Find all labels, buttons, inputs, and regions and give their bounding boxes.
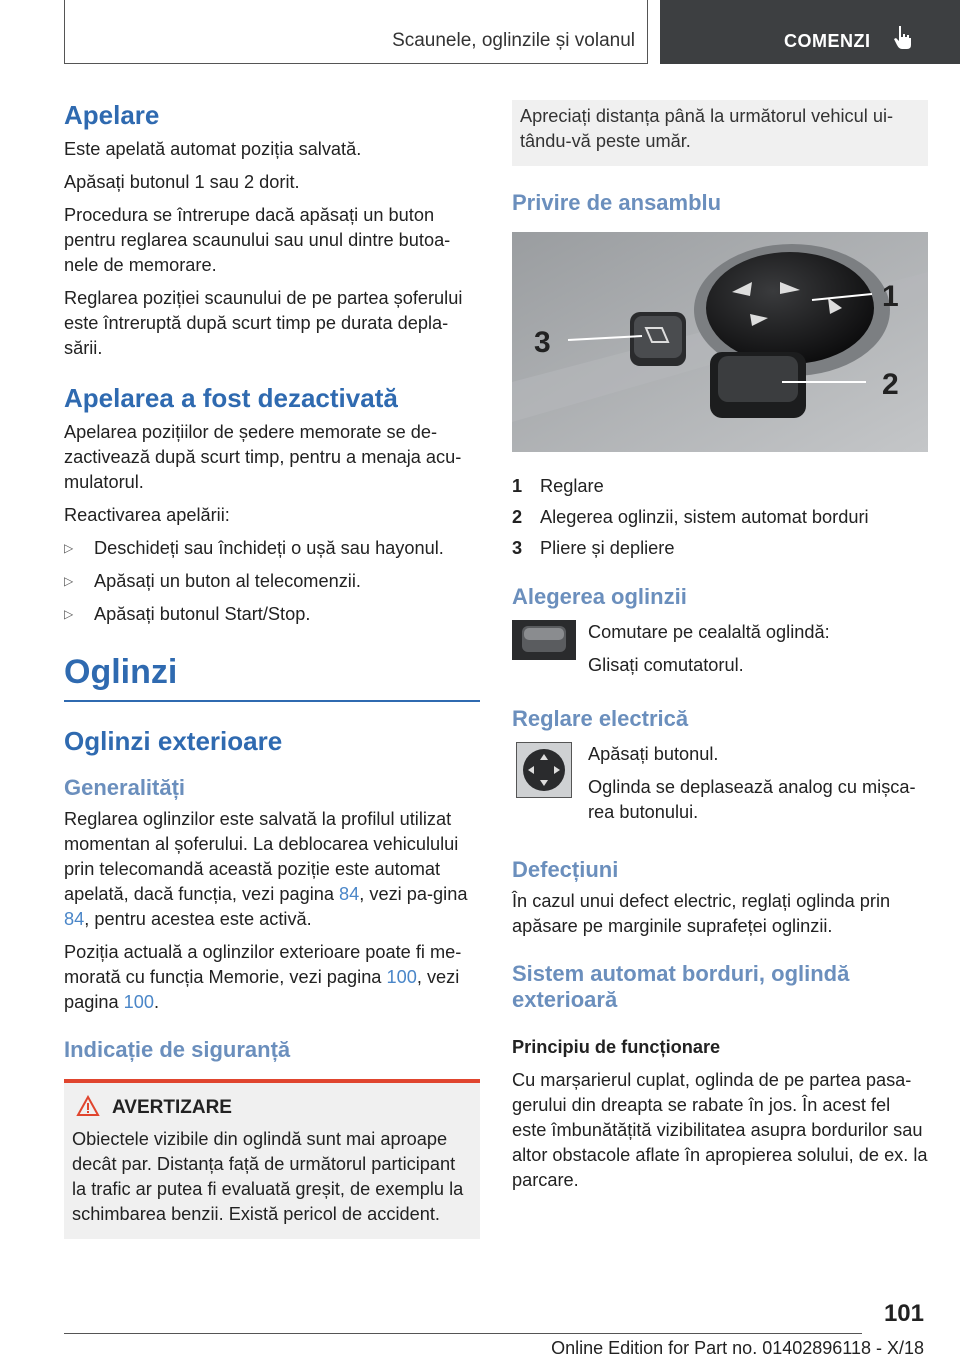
generalitati-paragraph-1: Reglarea oglinzilor este salvată la profilul utilizat momentan al șoferului. La deblocarea vehiculului prin telecomandă această poziție este automat apelată, dacă funcția, vezi pagina 84, vezi pa‐gina 84, pentru acestea este activă. bbox=[64, 809, 468, 929]
defectiuni-paragraph: În cazul unui defect electric, reglați oglinda prin apăsare pe marginile suprafeței oglinzii. bbox=[512, 891, 891, 936]
page-link[interactable]: 84 bbox=[339, 884, 360, 904]
right-column bbox=[512, 100, 928, 1201]
pointing-hand-icon bbox=[892, 24, 916, 50]
ansamblu-heading: Privire de ansamblu bbox=[512, 190, 722, 215]
electrica-row bbox=[512, 742, 928, 833]
warning-box bbox=[64, 1079, 480, 1239]
note-box bbox=[512, 100, 928, 166]
photo-label-2: 2 bbox=[882, 368, 899, 401]
header-tab-label: COMENZI bbox=[784, 31, 871, 51]
reactivare-list bbox=[64, 536, 480, 627]
apelare-paragraph-3: Procedura se întrerupe dacă apăsați un buton pentru reglarea scaunului sau unul dintre butoa‐nele de memorare. bbox=[64, 205, 451, 275]
electrica-paragraph-1: Apăsați butonul. bbox=[588, 744, 719, 764]
list-item: ▷ Apăsați butonul Start/Stop. bbox=[64, 602, 480, 627]
page-number: 101 bbox=[883, 1300, 924, 1327]
principiu-paragraph: Cu marșarierul cuplat, oglinda de pe partea pasa‐gerului din dreapta se rabate în jos. În acest fel este îmbunătățită vizibilitatea asupra bordurilor sau altor obstacole aflate în apropierea solului, de ex. la parcare. bbox=[512, 1070, 928, 1190]
borduri-heading: Sistem automat borduri, oglindă exterioară bbox=[512, 961, 850, 1012]
apelare-paragraph-2: Apăsați butonul 1 sau 2 dorit. bbox=[64, 172, 300, 192]
page-link[interactable]: 100 bbox=[386, 967, 417, 987]
alegerea-row bbox=[512, 620, 928, 686]
mirror-selector-switch-icon bbox=[512, 620, 576, 660]
list-item: 3 Pliere și depliere bbox=[512, 538, 675, 558]
mirror-controls-photo bbox=[512, 232, 928, 452]
photo-legend bbox=[512, 471, 928, 564]
generalitati-paragraph-2: Poziția actuală a oglinzilor exterioare poate fi me‐morată cu funcția Memorie, vezi pagina 100, vezi pagina 100. bbox=[64, 942, 462, 1012]
dezactivata-paragraph-2: Reactivarea apelării: bbox=[64, 505, 230, 525]
page-link[interactable]: 100 bbox=[123, 992, 155, 1012]
oglinzi-heading: Oglinzi bbox=[64, 653, 480, 702]
mirror-adjust-button-icon bbox=[512, 742, 576, 798]
dezactivata-heading: Apelarea a fost dezactivată bbox=[64, 383, 398, 413]
header-tab bbox=[660, 0, 960, 64]
electrica-heading: Reglare electrică bbox=[512, 706, 689, 731]
alegerea-paragraph-1: Comutare pe cealaltă oglindă: bbox=[588, 622, 830, 642]
apelare-heading: Apelare bbox=[64, 100, 160, 130]
note-text: Apreciați distanța până la următorul vehicul ui‐tându-vă peste umăr. bbox=[520, 106, 894, 151]
warning-title-row bbox=[72, 1097, 472, 1119]
siguranta-heading: Indicație de siguranță bbox=[64, 1037, 291, 1062]
footer-divider bbox=[64, 1333, 862, 1334]
header-section-box bbox=[64, 0, 648, 64]
apelare-paragraph-1: Este apelată automat poziția salvată. bbox=[64, 139, 362, 159]
list-item: ▷ Apăsați un buton al telecomenzii. bbox=[64, 569, 480, 594]
warning-text: Obiectele vizibile din oglindă sunt mai aproape decât par. Distanța față de următorul participant la trafic ar putea fi evaluată greșit, de exemplu la schimbarea benzii. Există pericol de accident. bbox=[72, 1129, 464, 1224]
principiu-heading: Principiu de funcționare bbox=[512, 1037, 721, 1057]
dezactivata-paragraph-1: Apelarea pozițiilor de ședere memorate se de‐zactivează după scurt timp, pentru a menaja acu‐mulatorul. bbox=[64, 422, 462, 492]
page-link[interactable]: 84 bbox=[64, 909, 85, 929]
warning-triangle-icon bbox=[76, 1095, 100, 1117]
photo-label-1: 1 bbox=[882, 280, 899, 313]
alegerea-paragraph-2: Glisați comutatorul. bbox=[588, 655, 744, 675]
photo-label-3: 3 bbox=[534, 326, 551, 359]
list-item: 1 Reglare bbox=[512, 476, 604, 496]
apelare-paragraph-4: Reglarea poziției scaunului de pe partea șoferului este întreruptă după scurt timp pe durata depla‐sării. bbox=[64, 288, 463, 358]
exterioare-heading: Oglinzi exterioare bbox=[64, 726, 283, 756]
edition-text: Online Edition for Part no. 01402896118 - X/18 bbox=[551, 1338, 924, 1358]
defectiuni-heading: Defecțiuni bbox=[512, 857, 619, 882]
warning-title: AVERTIZARE bbox=[112, 1097, 232, 1118]
electrica-paragraph-2: Oglinda se deplasează analog cu mișca‐rea butonului. bbox=[588, 777, 916, 822]
list-item: 2 Alegerea oglinzii, sistem automat borduri bbox=[512, 507, 869, 527]
alegerea-heading: Alegerea oglinzii bbox=[512, 584, 687, 609]
header-section-title: Scaunele, oglinzile și volanul bbox=[392, 30, 635, 51]
left-column bbox=[64, 100, 480, 1239]
generalitati-heading: Generalități bbox=[64, 775, 186, 800]
list-item: ▷ Deschideți sau închideți o ușă sau hayonul. bbox=[64, 536, 480, 561]
